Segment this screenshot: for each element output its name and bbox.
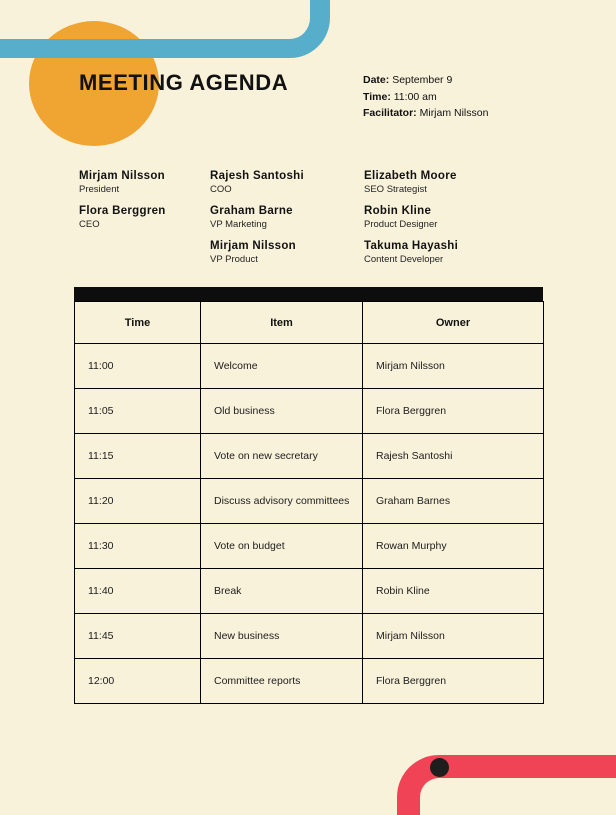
table-row xyxy=(75,569,544,614)
attendee-entry xyxy=(210,170,304,195)
attendee-role: Product Designer xyxy=(364,219,438,230)
cell-item: Committee reports xyxy=(201,659,363,704)
facilitator-value: Mirjam Nilsson xyxy=(419,107,489,119)
attendee-name: Mirjam Nilsson xyxy=(210,240,296,252)
cell-time: 11:20 xyxy=(75,479,201,524)
cell-item: Break xyxy=(201,569,363,614)
blue-rounded-line-decoration xyxy=(0,0,330,58)
cell-time: 11:45 xyxy=(75,614,201,659)
cell-owner: Mirjam Nilsson xyxy=(363,344,544,389)
cell-owner: Robin Kline xyxy=(363,569,544,614)
date-label: Date: xyxy=(363,74,390,86)
cell-item: Discuss advisory committees xyxy=(201,479,363,524)
attendee-name: Mirjam Nilsson xyxy=(79,170,165,182)
attendee-entry xyxy=(210,205,304,230)
attendee-column-2 xyxy=(210,170,304,275)
attendee-role: VP Product xyxy=(210,254,258,265)
cell-owner: Flora Berggren xyxy=(363,659,544,704)
cell-item: Vote on new secretary xyxy=(201,434,363,479)
attendee-list xyxy=(79,170,549,280)
meeting-meta xyxy=(363,72,488,122)
attendee-name: Elizabeth Moore xyxy=(364,170,457,182)
attendee-role: CEO xyxy=(79,219,100,230)
cell-owner: Mirjam Nilsson xyxy=(363,614,544,659)
attendee-name: Robin Kline xyxy=(364,205,432,217)
attendee-role: COO xyxy=(210,184,232,195)
attendee-role: Content Developer xyxy=(364,254,444,265)
time-label: Time: xyxy=(363,90,391,103)
table-row xyxy=(75,614,544,659)
cell-item: Old business xyxy=(201,389,363,434)
attendee-role: SEO Strategist xyxy=(364,184,427,195)
cell-item: New business xyxy=(201,614,363,659)
table-top-bar xyxy=(74,287,543,301)
attendee-name: Takuma Hayashi xyxy=(364,240,459,252)
page-title: MEETING AGENDA xyxy=(79,70,289,95)
cell-time: 11:00 xyxy=(75,344,201,389)
cell-time: 11:40 xyxy=(75,569,201,614)
cell-item: Vote on budget xyxy=(201,524,363,569)
meta-date-line xyxy=(363,72,488,89)
attendee-entry xyxy=(79,205,166,230)
attendee-entry xyxy=(79,170,166,195)
table-row xyxy=(75,659,544,704)
attendee-column-1 xyxy=(79,170,166,240)
meta-time-line xyxy=(363,89,488,106)
table-row xyxy=(75,344,544,389)
attendee-entry xyxy=(364,170,458,195)
column-header-time: Time xyxy=(75,302,201,344)
table-row xyxy=(75,479,544,524)
black-dot-decoration xyxy=(430,758,449,777)
time-value: 11:00 am xyxy=(393,90,437,103)
table-row xyxy=(75,524,544,569)
agenda-table-section xyxy=(74,287,543,704)
cell-owner: Graham Barnes xyxy=(363,479,544,524)
cell-owner: Rajesh Santoshi xyxy=(363,434,544,479)
cell-time: 11:15 xyxy=(75,434,201,479)
column-header-item: Item xyxy=(201,302,363,344)
table-row xyxy=(75,434,544,479)
table-header-row xyxy=(75,302,544,344)
cell-time: 11:30 xyxy=(75,524,201,569)
agenda-table xyxy=(74,301,544,704)
attendee-column-3 xyxy=(364,170,458,275)
attendee-role: VP Marketing xyxy=(210,219,267,230)
cell-owner: Flora Berggren xyxy=(363,389,544,434)
table-row xyxy=(75,389,544,434)
cell-time: 12:00 xyxy=(75,659,201,704)
cell-time: 11:05 xyxy=(75,389,201,434)
cell-owner: Rowan Murphy xyxy=(363,524,544,569)
column-header-owner: Owner xyxy=(363,302,544,344)
attendee-role: President xyxy=(79,184,120,195)
attendee-name: Rajesh Santoshi xyxy=(210,170,304,182)
attendee-name: Flora Berggren xyxy=(79,205,166,217)
facilitator-label: Facilitator: xyxy=(363,107,417,119)
attendee-entry xyxy=(364,240,458,265)
attendee-entry xyxy=(210,240,304,265)
date-value: September 9 xyxy=(392,74,453,86)
meta-facilitator-line xyxy=(363,105,488,122)
cell-item: Welcome xyxy=(201,344,363,389)
attendee-name: Graham Barne xyxy=(210,205,293,217)
attendee-entry xyxy=(364,205,458,230)
